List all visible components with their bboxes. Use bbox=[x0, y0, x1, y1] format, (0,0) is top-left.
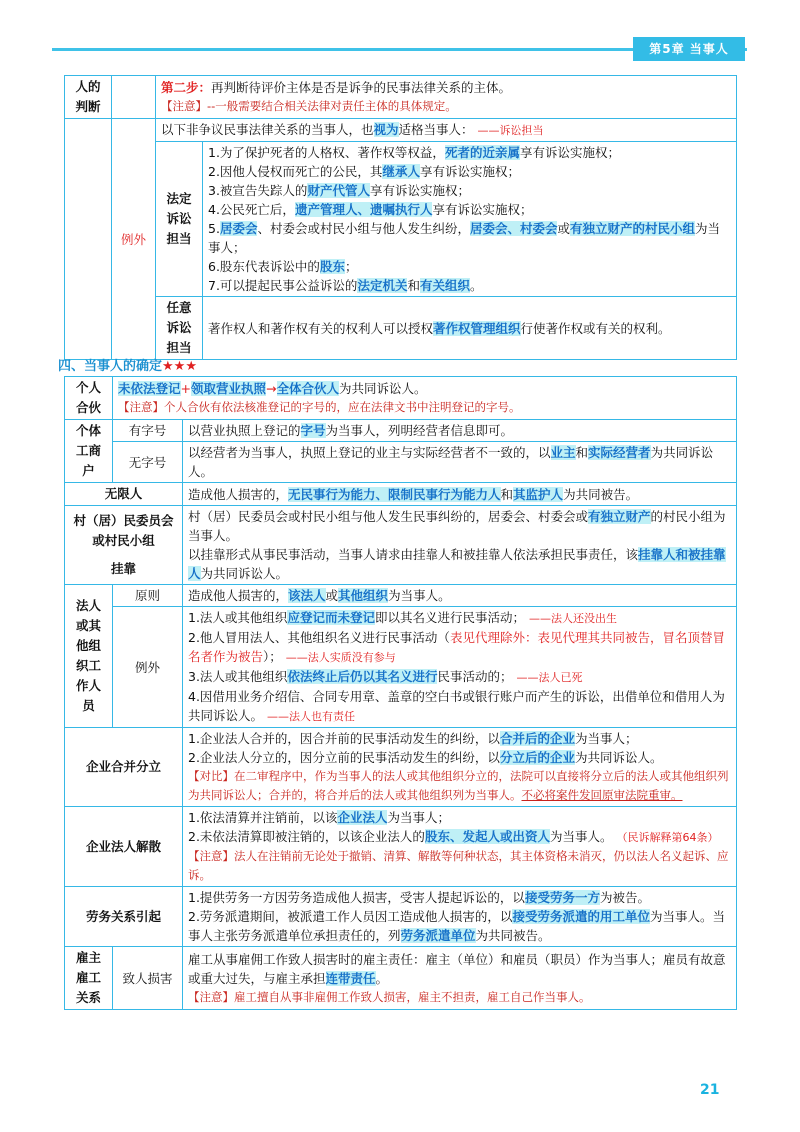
list-item: 4.因借用业务介绍信、合同专用章、盖章的空白书或银行账户而产生的诉讼，出借单位和借用人为共同诉讼人。 ——法人也有责任 bbox=[188, 689, 725, 723]
list-item: 7.可以提起民事公益诉讼的法定机关和有关组织。 bbox=[208, 278, 483, 293]
causing-damage-label: 致人损害 bbox=[113, 947, 183, 1010]
incapacity-head: 无限人 bbox=[65, 483, 183, 506]
list-item: 2.他人冒用法人、其他组织名义进行民事活动（表见代理除外：表见代理其共同被告，冒名顶替冒名者作为被告）； ——法人实质没有参与 bbox=[188, 630, 725, 664]
list-item: 4.公民死亡后，遗产管理人、遗嘱执行人享有诉讼实施权； bbox=[208, 202, 533, 217]
org-exception-label: 例外 bbox=[113, 607, 183, 728]
with-name-label: 有字号 bbox=[113, 420, 183, 442]
voluntary-agency-head: 任意诉讼担当 bbox=[156, 297, 203, 360]
village-affiliate-head: 村（居）民委员会或村民小组 挂靠 bbox=[65, 506, 183, 585]
statutory-agency-list bbox=[203, 142, 737, 297]
employer-text: 雇工从事雇佣工作致人损害时的雇主责任：雇主（单位）和雇员（职员）作为当事人；雇员有故意或重大过失，与雇主承担连带责任。 【注意】雇工擅自从事非雇佣工作致人损害，雇主不担责，雇工自己作当事人。 bbox=[183, 947, 737, 1010]
merger-text: 1.企业法人合并的，因合并前的民事活动发生的纠纷，以合并后的企业为当事人； 2.企业法人分立的，因分立前的民事活动发生的纠纷，以分立后的企业为共同诉讼人。 【对比】在二审程序中，作为当事人的法人或其他组织分立的，法院可以直接将分立后的法人或其他组织列为共同诉讼人；合并的，将合并后的法人或其他组织列为当事人。不必将案件发回原审法院重审。 bbox=[183, 728, 737, 807]
list-item: 2.因他人侵权而死亡的公民，其继承人享有诉讼实施权； bbox=[208, 164, 520, 179]
page-number: 21 bbox=[700, 1082, 720, 1098]
exception-label: 例外 bbox=[112, 119, 156, 360]
litigation-table bbox=[64, 75, 737, 360]
person-judgment-head: 人的判断 bbox=[65, 76, 112, 119]
partnership-head: 个人合伙 bbox=[65, 377, 113, 420]
incapacity-text: 造成他人损害的，无民事行为能力、限制民事行为能力人和其监护人为共同被告。 bbox=[183, 483, 737, 506]
employer-head: 雇主雇工关系 bbox=[65, 947, 113, 1010]
labor-text: 1.提供劳务一方因劳务造成他人损害，受害人提起诉讼的，以接受劳务一方为被告。 2.劳务派遣期间，被派遣工作人员因工造成他人损害的，以接受劳务派遣的用工单位为当事人。当事人主张劳务派遣单位承担责任的，列劳务派遣单位为共同被告。 bbox=[183, 887, 737, 947]
list-item: 6.股东代表诉讼中的股东； bbox=[208, 259, 358, 274]
org-staff-head: 法人或其他组织工作人员 bbox=[65, 585, 113, 728]
individual-business-head: 个体工商户 bbox=[65, 420, 113, 483]
labor-head: 劳务关系引起 bbox=[65, 887, 183, 947]
list-item: 5.居委会、村委会或村民小组与他人发生纠纷，居委会、村委会或有独立财产的村民小组为当事人； bbox=[208, 221, 721, 255]
party-determination-table bbox=[64, 376, 737, 1010]
partnership-text: 未依法登记+领取营业执照→全体合伙人为共同诉讼人。 【注意】个人合伙有依法核准登记的字号的，应在法律文书中注明登记的字号。 bbox=[113, 377, 737, 420]
statutory-agency-head: 法定诉讼担当 bbox=[156, 142, 203, 297]
village-affiliate-text: 村（居）民委员会或村民小组与他人发生民事纠纷的，居委会、村委会或有独立财产的村民小组为当事人。 以挂靠形式从事民事活动，当事人请求由挂靠人和被挂靠人依法承担民事责任，该挂靠人和被挂靠人为共同诉讼人。 bbox=[183, 506, 737, 585]
with-name-text: 以营业执照上登记的字号为当事人，列明经营者信息即可。 bbox=[183, 420, 737, 442]
chapter-tab: 第5章 当事人 bbox=[633, 37, 745, 61]
dissolution-head: 企业法人解散 bbox=[65, 807, 183, 887]
voluntary-agency-text: 著作权人和著作权有关的权利人可以授权著作权管理组织行使著作权或有关的权利。 bbox=[203, 297, 737, 360]
list-item: 1.为了保护死者的人格权、著作权等权益，死者的近亲属享有诉讼实施权； bbox=[208, 145, 620, 160]
list-item: 1.法人或其他组织应登记而未登记即以其名义进行民事活动； ——法人还没出生 bbox=[188, 610, 617, 625]
step-label: 第二步： bbox=[161, 80, 212, 95]
without-name-label: 无字号 bbox=[113, 442, 183, 483]
section-title: 四、当事人的确定★★★ bbox=[58, 359, 197, 374]
step-two-cell bbox=[156, 76, 737, 119]
org-exception-list bbox=[183, 607, 737, 728]
step-note: 【注意】--一般需要结合相关法律对责任主体的具体规定。 bbox=[161, 99, 457, 113]
principle-label: 原则 bbox=[113, 585, 183, 607]
without-name-text: 以经营者为当事人，执照上登记的业主与实际经营者不一致的，以业主和实际经营者为共同诉讼人。 bbox=[183, 442, 737, 483]
dissolution-text: 1.依法清算并注销前，以该企业法人为当事人； 2.未依法清算即被注销的，以该企业法人的股东、发起人或出资人为当事人。 （民诉解释第64条） 【注意】法人在注销前无论处于撤销、清算、解散等何种状态，其主体资格未消灭，仍以法人名义起诉、应诉。 bbox=[183, 807, 737, 887]
list-item: 3.被宣告失踪人的财产代管人享有诉讼实施权； bbox=[208, 183, 470, 198]
deemed-party-intro: 以下非争议民事法律关系的当事人，也视为适格当事人： ——诉讼担当 bbox=[156, 119, 737, 142]
merger-head: 企业合并分立 bbox=[65, 728, 183, 807]
step-text: 再判断待评价主体是否是诉争的民事法律关系的主体。 bbox=[211, 80, 512, 95]
principle-text: 造成他人损害的，该法人或其他组织为当事人。 bbox=[183, 585, 737, 607]
list-item: 3.法人或其他组织依法终止后仍以其名义进行民事活动的； ——法人已死 bbox=[188, 669, 583, 684]
